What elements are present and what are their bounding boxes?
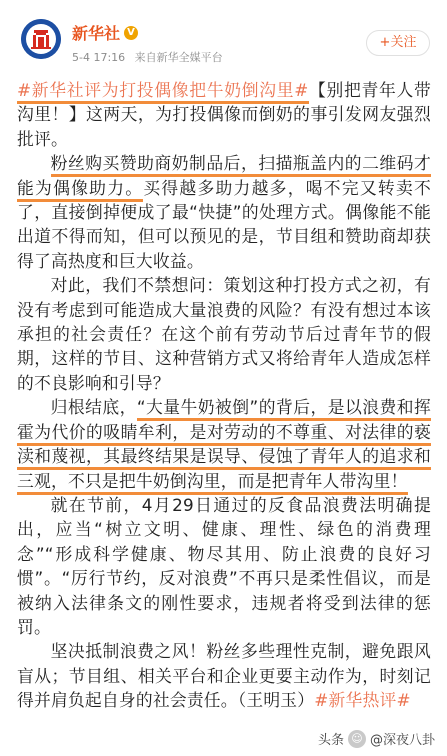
paragraph-2-rest: 买得越多助力越多，喝不完又转卖不了，直接倒掉便成了最“快捷”的处理方式。偶像能不能出道不得而知，但可以预见的是，节目组和赞助商却获得了高热度和巨大收益。: [17, 177, 431, 271]
post-meta: [72, 49, 229, 65]
paragraph-3: 对此，我们不禁想问：策划这种打投方式之初，有没有考虑到可能造成大量浪费的风险？有没有想过本该承担的社会责任？在这个前有劳动节后过青年节的假期，这样的节目、这种营销方式又将给青年人造成怎样的不良影响和引导？: [17, 275, 431, 393]
watermark-platform: 头条: [317, 733, 344, 748]
verified-badge-icon: V: [124, 26, 138, 40]
paragraph-intro: [17, 78, 431, 151]
paragraph-4: [17, 395, 431, 493]
topic-tag-title[interactable]: #新华社评为打投偶像把牛奶倒沟里#: [17, 80, 309, 104]
highlight-qr-code: 粉丝购买赞助商奶制品后，扫描瓶盖内的二维码才能为偶像助力。: [17, 153, 431, 201]
intro-text: 【别把青年人带沟里！】这两天，为打投偶像而倒奶的事引发网友强烈批评。: [17, 80, 431, 149]
post-body: [17, 78, 431, 713]
account-name[interactable]: [72, 21, 138, 44]
topic-tag-end[interactable]: #新华热评#: [314, 690, 411, 711]
highlight-conclusion: “大量牛奶被倒”的背后，是以浪费和挥霍为代价的吸睛牟利，是对劳动的不尊重、对法律的亵渎和蔑视，其最终结果是误导、侵蚀了青年人的追求和三观，不只是把牛奶倒沟里，而是把青年人带沟里！: [17, 397, 431, 494]
user-avatar-icon: ☺: [348, 730, 366, 748]
watermark: [318, 729, 435, 748]
paragraph-5: 就在节前，4月29日通过的反食品浪费法明确提出，应当“树立文明、健康、理性、绿色的消费理念”“形成科学健康、物尽其用、防止浪费的良好习惯”。“厉行节约，反对浪费”不再只是柔性倡议，而是被纳入法律条文的刚性要求，违规者将受到法律的惩罚。: [17, 494, 431, 637]
paragraph-6-text: 坚决抵制浪费之风！粉丝多些理性克制，避免跟风盲从；节目组、相关平台和企业更要主动作为，时刻记得并肩负起自身的社会责任。（王明玉）: [17, 641, 431, 711]
paragraph-6: [17, 639, 431, 712]
xinhua-logo-icon: [21, 19, 61, 59]
account-name-text: 新华社: [72, 24, 121, 43]
post-time: 5-4 17:16: [72, 51, 126, 64]
account-avatar[interactable]: [21, 19, 61, 59]
post-source: 来自新华全媒平台: [134, 51, 223, 64]
paragraph-2: [17, 151, 431, 273]
paragraph-4-lead: 归根结底，: [50, 397, 137, 418]
follow-button[interactable]: +关注: [366, 30, 430, 56]
watermark-author: @深夜八卦: [369, 733, 435, 748]
post-header: [0, 0, 447, 80]
